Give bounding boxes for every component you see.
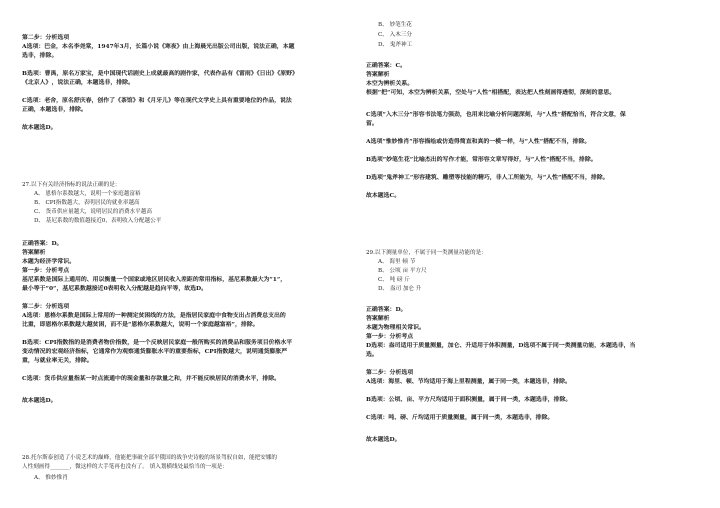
left-text-line: B选项：CPI指数指的是消费者物价指数，是一个反映居民家庭一般所购买的消费品和服务项目价格水平 <box>22 339 293 346</box>
left-text-line: 重，与就业率无关，排除。 <box>22 357 93 364</box>
right-text-line: D、 鬼斧神工 <box>378 42 413 48</box>
left-text-line: 正确答案：D。 <box>22 240 63 247</box>
left-text-line: 比重，即恩格尔系数越大越贫困，而不是“恩格尔系数越大，说明一个家庭越富裕”，排除。 <box>22 321 259 328</box>
right-text-line: C、 吨 磅 斤 <box>378 277 410 283</box>
right-text-line: D、 盎司 加仑 升 <box>378 286 422 292</box>
left-text-line: 第二步：分析选项 <box>22 303 70 310</box>
left-text-line: 第二步：分析选项 <box>22 34 70 41</box>
left-text-line: 故本题选D。 <box>22 397 57 404</box>
right-text-line: 留。 <box>366 120 378 127</box>
left-text-line: C、 货币供应量越大，说明居民的消费水平越高 <box>34 209 152 215</box>
right-text-line: A、 海里 顿 节 <box>378 259 416 265</box>
right-text-line: 第一步：分析考点 <box>366 333 414 340</box>
right-text-line: D选项：盎司适用于质量测量，加仑、升适用于体积测量，D选项不属于同一类测量功能，本题选非，当 <box>366 342 636 349</box>
right-text-line: 答案解析 <box>366 71 390 78</box>
left-text-line: D、 基尼系数的数值越接近0，表明收入分配越公平 <box>34 218 162 224</box>
left-text-line: 本题为经济学常识。 <box>22 258 76 265</box>
left-text-line: 最小等于“0”，基尼系数越接近0表明收入分配越是趋向平等，故选D。 <box>22 285 208 292</box>
left-text-line: 《北京人》，说法正确，本题选非，排除。 <box>22 79 134 86</box>
right-text-line: 故本题选C。 <box>366 192 401 199</box>
left-text-line: 27.以下有关经济指标的说法正确的是： <box>22 182 121 188</box>
right-text-line: C、 入木三分 <box>378 32 413 38</box>
right-text-line: 29.以下测量单位，不属于同一类测量功能的是： <box>366 250 487 256</box>
left-text-line: A选项：恩格尔系数是国际上常用的一种测定贫困线的方法，是指居民家庭中食物支出占消费总支出的 <box>22 312 286 319</box>
left-text-line: 28.托尔斯泰创造了小说艺术的巅峰，他能把事破全部平俄国的战争史诗般的场景驾驭自如，能把安娜的 <box>22 455 278 461</box>
right-text-line: B、 公顷 亩 平方尺 <box>378 268 427 274</box>
right-text-line: 故本题选D。 <box>366 436 401 443</box>
right-text-line: A选项“惟妙惟肖”形容描绘或仿造得简直和真的一模一样，与“人性”搭配不当，排除。 <box>366 138 591 145</box>
left-text-line: 基尼系数是国际上通用的、用以衡量一个国家或地区居民收入差距的常用指标，基尼系数最大为“1”， <box>22 276 287 283</box>
left-text-line: A选项：巴金，本名李尧棠，1947年3月，长篇小说《寒夜》由上海晨光出版公司出版，说法正确，本题 <box>22 43 295 50</box>
right-text-line: A选项：海里、顿、节均适用于海上里程测量，属于同一类，本题选非，排除。 <box>366 378 571 385</box>
left-text-line: 人性刻画得_______，微这样的大手笔再也没有了。 填入划横线处最恰当的一项是： <box>22 464 228 470</box>
left-text-line: B选项：曹禺，原名万家宝，是中国现代话剧史上成就最高的剧作家，代表作品有《雷雨》《日出》《原野》 <box>22 70 298 77</box>
right-text-line: C选项“入木三分”形容书法笔力强劲，也用来比喻分析问题深刻，与“人性”搭配恰当，符合文意，保 <box>366 111 626 118</box>
left-text-line: B、 CPI指数越大，表明居民的就业率越高 <box>34 200 140 206</box>
left-text-line: A、 惟妙惟肖 <box>34 475 68 481</box>
left-text-line: A、 恩格尔系数越大，说明一个家庭越富裕 <box>34 191 141 197</box>
left-text-line: 第一步：分析考点 <box>22 267 70 274</box>
right-text-line: B选项“妙笔生花”比喻杰出的写作才能，常形容文章写得好，与“人性”搭配不当，排除。 <box>366 156 597 163</box>
right-text-line: 选。 <box>366 351 378 358</box>
right-text-line: C选项：吨、磅、斤均适用于质量测量，属于同一类，本题选非，排除。 <box>366 414 554 421</box>
left-text-line: 变动情况的宏观经济指标，它通常作为观察通货膨胀水平的重要指标，CPI指数越大，说明通货膨胀严 <box>22 348 288 355</box>
right-text-line: B、 妙笔生花 <box>378 22 412 28</box>
right-text-line: D选项“鬼斧神工”形容建筑、雕塑等技能的精巧，非人工所能为，与“人性”搭配不当，排除。 <box>366 174 609 181</box>
right-text-line: 答案解析 <box>366 315 390 322</box>
left-text-line: 选非，排除。 <box>22 52 58 59</box>
right-text-line: 正确答案：C。 <box>366 62 407 69</box>
right-text-line: 正确答案：D。 <box>366 306 407 313</box>
right-text-line: 本题为物理相关常识。 <box>366 324 425 331</box>
left-text-line: C选项：老舍，原名舒庆春，创作了《茶馆》和《月牙儿》等在现代文学史上具有重要地位的作品，说法 <box>22 97 292 104</box>
right-text-line: 本空为辨析关系。 <box>366 80 414 87</box>
right-text-line: B选项：公顷、亩、平方尺均适用于面积测量，属于同一类，本题选非，排除。 <box>366 396 572 403</box>
left-text-line: 答案解析 <box>22 249 46 256</box>
left-text-line: 正确，本题选非，排除。 <box>22 106 87 113</box>
left-text-line: 故本题选D。 <box>22 124 57 131</box>
left-text-line: C选项：货币供应量指某一时点流通中的现金量和存款量之和，并不能反映居民的消费水平，排除。 <box>22 375 280 382</box>
right-text-line: 根据“把”可知，本空为辨析关系，空处与“人性”相搭配，表达把人性刻画得透彻，深刻的意思。 <box>366 89 616 96</box>
right-text-line: 第二步：分析选项 <box>366 369 414 376</box>
